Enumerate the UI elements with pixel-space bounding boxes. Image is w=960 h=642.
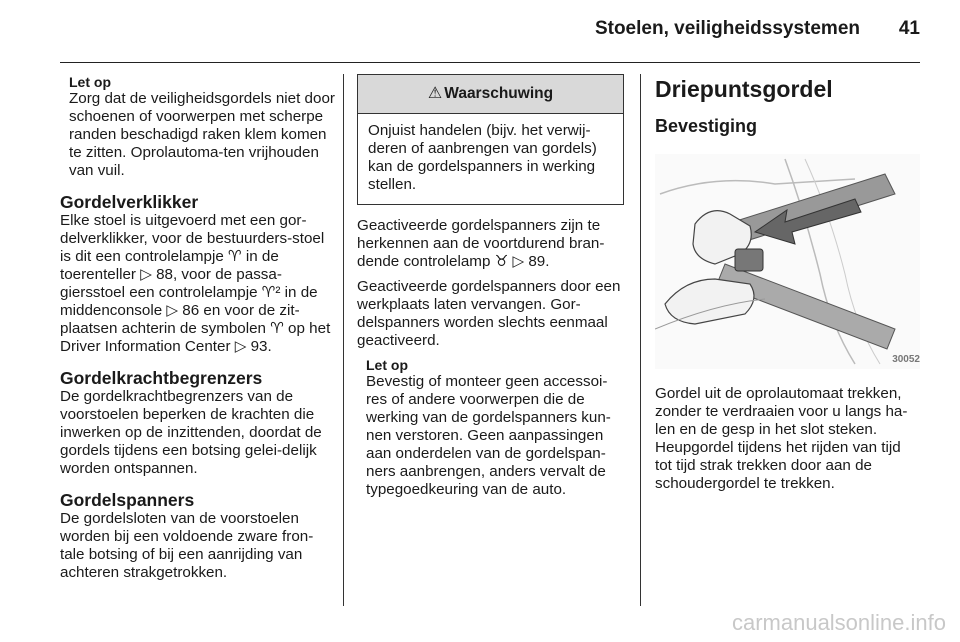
paragraph-gordelspanners: De gordelsloten van de voorstoelen worden bij een voldoende zware fron-tale botsing of bij een aanrijding van achteren strakgetrokken. (60, 510, 314, 581)
column-middle (357, 74, 624, 506)
warning-icon: ⚠ (427, 85, 443, 102)
heading-gordelverklikker: Gordelverklikker (60, 192, 199, 212)
paragraph-replace: Geactiveerde gordelspanners door een werkplaats laten vervangen. Gor-delspanners worden slechts eenmaal geactiveerd. (357, 278, 621, 349)
watermark: carmanualsonline.info (731, 610, 946, 635)
note-label: Let op (69, 74, 111, 90)
section-heading: Driepuntsgordel (655, 76, 833, 102)
section-title: Stoelen, veiligheidssystemen (594, 18, 860, 39)
page-number: 41 (898, 18, 920, 39)
paragraph-activated: Geactiveerde gordelspanners zijn te herkennen aan de voortdurend bran-dende controlelamp ♉ ▷ 89. (357, 217, 605, 270)
paragraph-gordelkrachtbegrenzers: De gordelkrachtbegrenzers van de voorstoelen beperken de krachten die inwerken op de inzittenden, doordat de gordels tijdens een botsing gelei-delijk worden ontspannen. (60, 388, 322, 477)
heading-gordelspanners: Gordelspanners (60, 490, 195, 510)
paragraph-fastening: Gordel uit de oprolautomaat trekken, zonder te verdraaien voor u langs ha-len en de gesp in het slot steken. Heupgordel tijdens het rijden van tijd tot tijd strak trekken door aan de schoudergordel te trekken. (655, 385, 908, 492)
seatbelt-illustration (655, 154, 920, 369)
seatbelt-drawing (655, 154, 920, 369)
page-header (60, 0, 920, 63)
warning-header (358, 75, 623, 114)
subsection-heading: Bevestiging (655, 116, 758, 136)
figure-id: 30052 (892, 354, 920, 365)
warning-box (357, 74, 624, 205)
column-divider (343, 74, 344, 606)
warning-text: Onjuist handelen (bijv. het verwij-deren of aanbrengen van gordels) kan de gordelspanners in werking stellen. (368, 122, 597, 193)
column-right (655, 74, 920, 500)
note-label: Let op (366, 357, 408, 373)
column-divider (640, 74, 641, 606)
note-box (357, 357, 624, 499)
paragraph-gordelverklikker: Elke stoel is uitgevoerd met een gor-delverklikker, voor de bestuurders-stoel is dit een controlelampje ♈ in de toerenteller ▷ 88, voor de passa-giersstoel een controlelampje ♈² in de middenconsole ▷ 86 en voor de zit-plaatsen achterin de symbolen ♈ op het Driver Information Center ▷ 93. (60, 212, 331, 355)
note-box (60, 74, 335, 180)
warning-title: Waarschuwing (444, 85, 554, 102)
note-text: Zorg dat de veiligheidsgordels niet door schoenen of voorwerpen met scherpe randen beschadigd raken klem komen te zitten. Oprolautoma-ten vrijhouden van vuil. (69, 90, 335, 179)
column-left (60, 74, 335, 589)
heading-gordelkrachtbegrenzers: Gordelkrachtbegrenzers (60, 368, 263, 388)
note-text: Bevestig of monteer geen accessoi-res of andere voorwerpen die de werking van de gordelspanners kun-nen verstoren. Geen aanpassingen aan onderdelen van de gordelspan-ners aanbrengen, anders vervalt de typegoedkeuring van de auto. (366, 373, 611, 498)
